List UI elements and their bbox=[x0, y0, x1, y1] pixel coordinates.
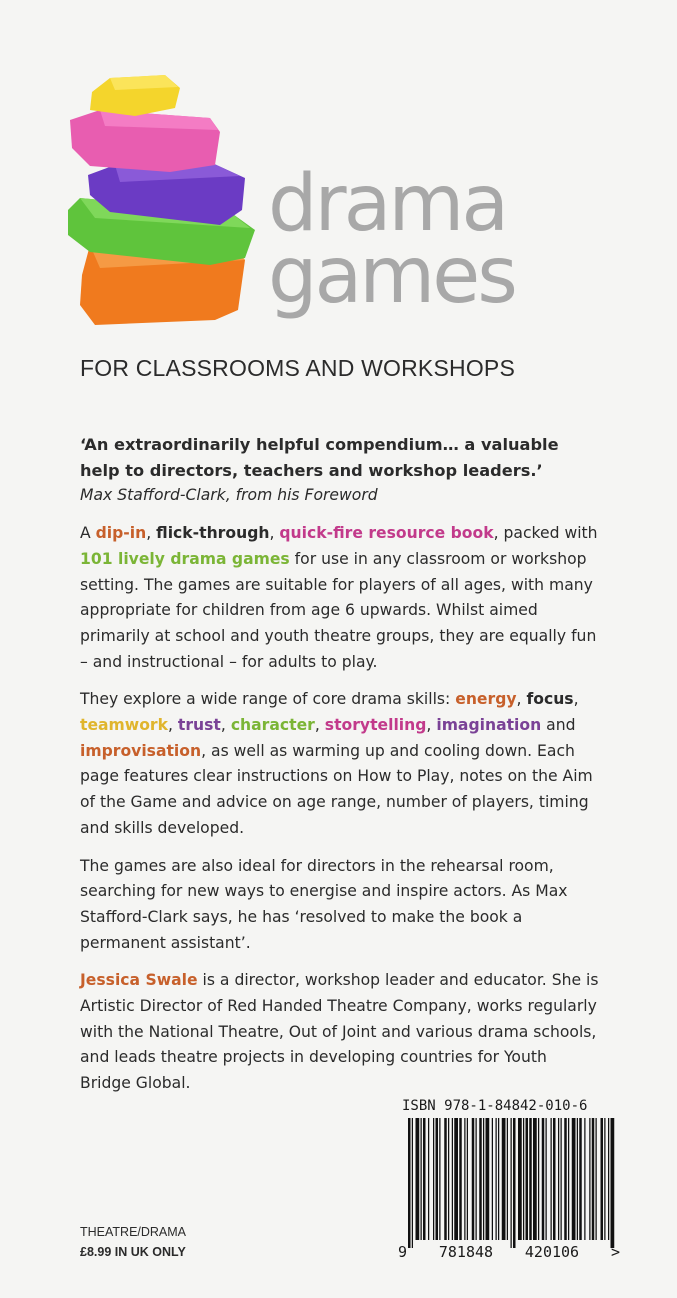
description-paragraph: A dip-in, flick-through, quick-fire resource book, packed with 101 lively drama games for use in any classroom or workshop setting. The games are suitable for players of all ages, with many appropriate for children from age 6 upwards. Whilst aimed primarily at school and youth theatre groups, they are equally fun – and instructional – for adults to play. bbox=[80, 524, 598, 671]
barcode-bar bbox=[452, 1118, 453, 1240]
barcode-bar bbox=[479, 1118, 482, 1240]
barcode-bar bbox=[558, 1118, 559, 1240]
barcode-bar bbox=[529, 1118, 532, 1240]
skill-imagination: imagination bbox=[436, 716, 542, 735]
barcode-bar bbox=[546, 1118, 547, 1240]
barcode-bar bbox=[518, 1118, 522, 1240]
skill-improvisation: improvisation bbox=[80, 741, 202, 760]
barcode-bar bbox=[561, 1118, 562, 1240]
barcode-bar bbox=[408, 1118, 411, 1248]
quote-attribution: Max Stafford-Clark, from his Foreword bbox=[80, 486, 378, 505]
barcode-bar bbox=[444, 1118, 447, 1240]
barcode-bar bbox=[476, 1118, 477, 1240]
price-label: £8.99 IN UK ONLY bbox=[80, 1245, 186, 1259]
book-title bbox=[268, 159, 515, 321]
barcode-bar bbox=[589, 1118, 590, 1240]
barcode-end-mark: > bbox=[610, 1243, 620, 1261]
author-name: Jessica Swale bbox=[80, 971, 198, 990]
barcode-bar bbox=[551, 1118, 552, 1240]
barcode-bar bbox=[604, 1118, 605, 1240]
barcode-bar bbox=[533, 1118, 537, 1240]
skill-trust: trust bbox=[177, 716, 221, 735]
barcode-bar bbox=[464, 1118, 465, 1240]
skill-energy: energy bbox=[455, 690, 517, 709]
barcode-bar bbox=[496, 1118, 497, 1240]
barcode-bar bbox=[448, 1118, 449, 1240]
barcode-bar bbox=[564, 1118, 567, 1240]
barcode bbox=[408, 1118, 615, 1248]
directors-paragraph: The games are also ideal for directors in the rehearsal room, searching for new ways to energise and inspire actors. As Max Stafford-Clark says, he has ‘resolved to make the book a permanent assistant’. bbox=[80, 856, 568, 952]
barcode-digit-first: 9 bbox=[398, 1243, 408, 1261]
category-label: THEATRE/DRAMA bbox=[80, 1225, 187, 1239]
barcode-digits bbox=[398, 1243, 620, 1261]
barcode-bar bbox=[416, 1118, 420, 1240]
barcode-bar bbox=[513, 1118, 516, 1248]
plasticine-stack-image bbox=[60, 70, 260, 340]
barcode-bar bbox=[423, 1118, 426, 1240]
barcode-bar bbox=[542, 1118, 545, 1240]
barcode-bar bbox=[502, 1118, 506, 1240]
skill-character: character bbox=[230, 716, 315, 735]
barcode-bar bbox=[412, 1118, 413, 1248]
barcode-bar bbox=[436, 1118, 439, 1240]
barcode-bar bbox=[553, 1118, 556, 1240]
barcode-digit-group1: 781848 bbox=[438, 1243, 494, 1261]
barcode-bar bbox=[538, 1118, 539, 1240]
barcode-bar bbox=[526, 1118, 529, 1240]
skill-focus: focus bbox=[526, 690, 574, 709]
barcode-bar bbox=[439, 1118, 440, 1240]
barcode-bar bbox=[472, 1118, 475, 1240]
barcode-bar bbox=[572, 1118, 576, 1240]
barcode-bar bbox=[454, 1118, 458, 1240]
isbn-label: ISBN 978-1-84842-010-6 bbox=[402, 1098, 588, 1114]
barcode-bar bbox=[428, 1118, 429, 1240]
skill-teamwork: teamwork bbox=[80, 716, 168, 735]
skills-paragraph: They explore a wide range of core drama skills: energy, focus, teamwork, trust, character, storytelling, imagination and improvisation, as well as warming up and cooling down. Each page features clear instructions on How to Play, notes on the Aim of the Game and advice on age range, number of players, timing and skills developed. bbox=[80, 690, 593, 837]
title-line-games: games bbox=[268, 231, 515, 321]
barcode-bar bbox=[608, 1118, 609, 1240]
barcode-digit-group2: 420106 bbox=[524, 1243, 580, 1261]
barcode-bar bbox=[498, 1118, 499, 1240]
review-quote: ‘An extraordinarily helpful compendium… a valuable help to directors, teachers and workshop leaders.’ bbox=[80, 435, 559, 480]
category-price bbox=[80, 1222, 186, 1262]
highlight-dip-in: dip-in bbox=[95, 524, 147, 543]
barcode-bar bbox=[486, 1118, 490, 1240]
highlight-101-games: 101 lively drama games bbox=[80, 549, 290, 568]
highlight-quick-fire: quick-fire resource book bbox=[279, 524, 494, 543]
barcode-bar bbox=[492, 1118, 493, 1240]
barcode-bar bbox=[611, 1118, 615, 1248]
author-paragraph: Jessica Swale is a director, workshop leader and educator. She is Artistic Director of Red Handed Theatre Company, works regularly with the National Theatre, Out of Joint and various drama schools, and leads theatre projects in developing countries for Youth Bridge Global. bbox=[80, 971, 599, 1093]
barcode-bar bbox=[421, 1118, 422, 1240]
highlight-flick-through: flick-through bbox=[156, 524, 270, 543]
barcode-bar bbox=[601, 1118, 604, 1240]
barcode-bar bbox=[592, 1118, 595, 1240]
barcode-bar bbox=[579, 1118, 582, 1240]
barcode-bar bbox=[459, 1118, 462, 1240]
skill-storytelling: storytelling bbox=[324, 716, 427, 735]
barcode-bar bbox=[523, 1118, 524, 1240]
barcode-bar bbox=[511, 1118, 512, 1248]
barcode-bar bbox=[577, 1118, 578, 1240]
barcode-bar bbox=[433, 1118, 434, 1240]
barcode-bar bbox=[584, 1118, 585, 1240]
title-line-drama: drama bbox=[268, 159, 507, 249]
barcode-bar bbox=[596, 1118, 597, 1240]
barcode-bar bbox=[507, 1118, 508, 1240]
blurb bbox=[80, 432, 600, 1109]
barcode-bar bbox=[483, 1118, 484, 1240]
book-subtitle: FOR CLASSROOMS AND WORKSHOPS bbox=[80, 355, 515, 381]
barcode-bar bbox=[568, 1118, 569, 1240]
barcode-bar bbox=[467, 1118, 468, 1240]
